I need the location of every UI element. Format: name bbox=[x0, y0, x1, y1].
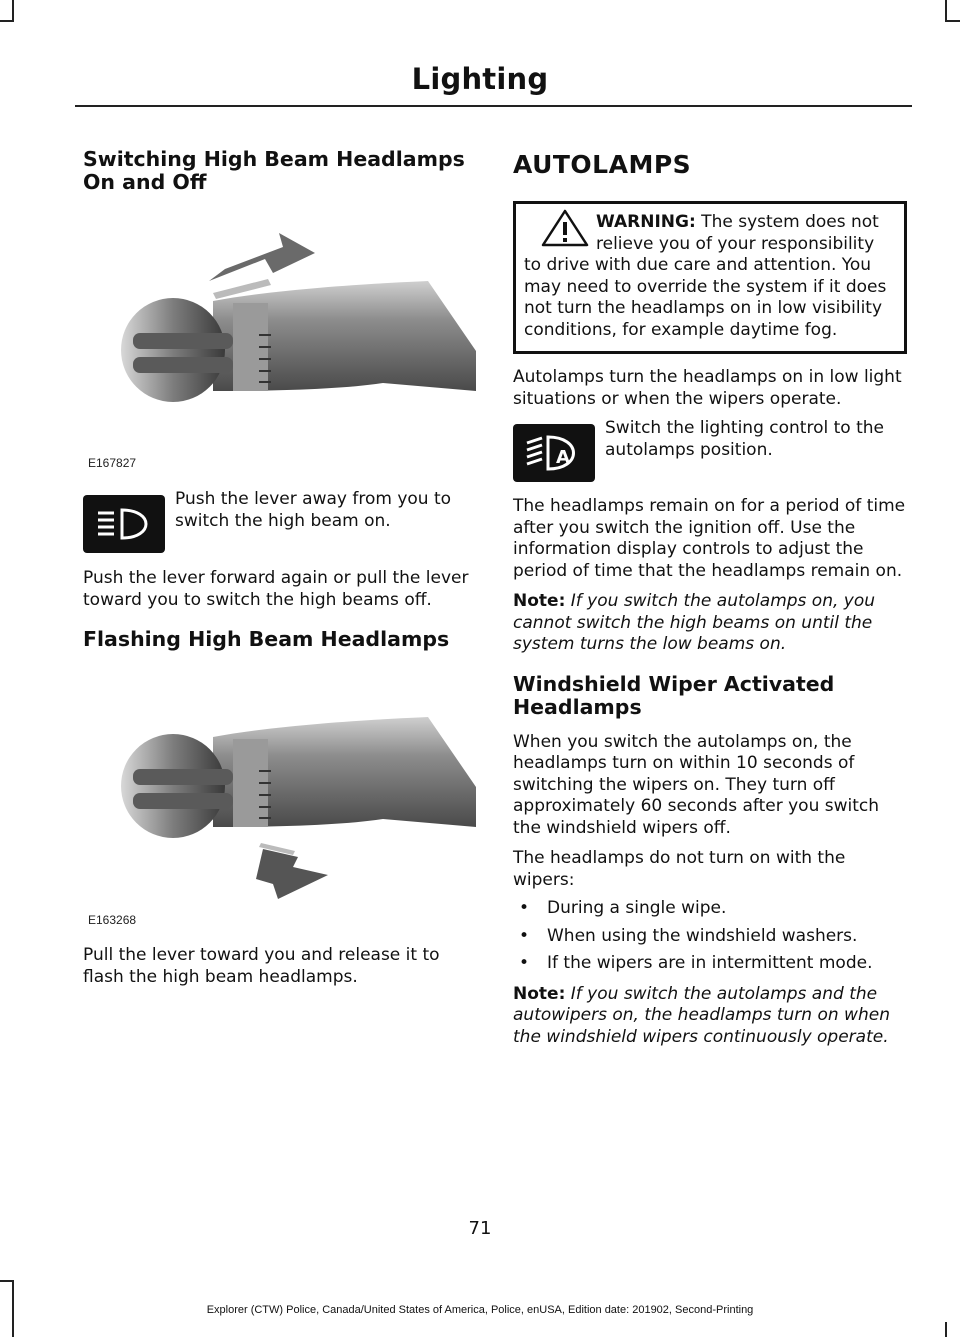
header-rule bbox=[75, 105, 912, 107]
footer-text: Explorer (CTW) Police, Canada/United States of America, Police, enUSA, Edition date: 201902, Second-Printing bbox=[206, 1304, 754, 1316]
wiper-bullets bbox=[513, 898, 907, 975]
crop-mark-bottom-right-v bbox=[945, 1322, 947, 1337]
section-title: Lighting bbox=[411, 62, 549, 96]
arrow-away-icon bbox=[209, 233, 315, 281]
heading-wiper: Windshield Wiper Activated Headlamps bbox=[513, 671, 835, 719]
warning-box bbox=[513, 201, 907, 354]
warning-triangle-icon bbox=[540, 208, 590, 248]
svg-text:A: A bbox=[556, 447, 570, 468]
note-autowipers: Note: If you switch the autolamps and the autowipers on, the headlamps turn on when the windshield wipers continuously operate. bbox=[513, 983, 890, 1047]
crop-mark-top-right-v bbox=[945, 0, 947, 22]
page-number: 71 bbox=[468, 1218, 492, 1239]
figure-push-lever bbox=[83, 223, 476, 475]
heading-flashing: Flashing High Beam Headlamps bbox=[83, 627, 450, 651]
paragraph-forward: Push the lever forward again or pull the lever toward you to switch the high beams off. bbox=[83, 568, 469, 610]
heading-high-beam: Switching High Beam Headlamps On and Off bbox=[83, 147, 465, 194]
autolamps-instruction bbox=[513, 418, 907, 482]
lever-illustration bbox=[83, 223, 476, 453]
figure-code-2: E163268 bbox=[88, 913, 137, 927]
crop-mark-top-left-v bbox=[12, 0, 14, 22]
crop-mark-top-left-h bbox=[0, 20, 14, 22]
figure-code: E167827 bbox=[88, 456, 137, 470]
paragraph-remain: The headlamps remain on for a period of time after you switch the ignition off. Use the information display controls to adjust the period of time that the headlamps remain on. bbox=[513, 496, 906, 581]
right-column bbox=[513, 148, 907, 1048]
figure-pull-lever bbox=[83, 679, 476, 941]
paragraph-flash: Pull the lever toward you and release it to flash the high beam headlamps. bbox=[83, 945, 440, 987]
high-beam-instruction-text: Push the lever away from you to switch the high beam on. bbox=[175, 489, 452, 531]
autolamps-icon bbox=[513, 424, 595, 482]
left-column bbox=[83, 148, 476, 988]
high-beam-instruction bbox=[83, 489, 476, 553]
lever-illustration-pull bbox=[83, 679, 476, 919]
heading-autolamps: AUTOLAMPS bbox=[513, 150, 692, 179]
high-beam-icon bbox=[83, 495, 165, 553]
crop-mark-bottom-left-h bbox=[0, 1280, 14, 1282]
list-item: • During a single wipe. bbox=[519, 898, 727, 918]
crop-mark-top-right-h bbox=[945, 20, 960, 22]
note-label: Note: bbox=[513, 591, 566, 611]
paragraph-autolamps: Autolamps turn the headlamps on in low light situations or when the wipers operate. bbox=[513, 367, 902, 409]
paragraph-wiper: When you switch the autolamps on, the headlamps turn on within 10 seconds of switching the wipers on. They turn off approximately 60 seconds after you switch the windshield wipers off. bbox=[513, 731, 880, 838]
arrow-toward-icon bbox=[256, 849, 328, 899]
warning-label: WARNING: bbox=[596, 212, 696, 232]
note-autolamps: Note: If you switch the autolamps on, you cannot switch the high beams on until the system turns the low beams on. bbox=[513, 591, 876, 654]
list-item: • When using the windshield washers. bbox=[519, 925, 858, 946]
paragraph-not-on: The headlamps do not turn on with the wipers: bbox=[513, 848, 846, 890]
warning-text: WARNING: The system does not relieve you of your responsibility to drive with due care and attention. You may need to override the system if it does not turn the headlamps on in low visibility conditions, for example daytime fog. bbox=[524, 212, 887, 340]
autolamps-instruction-text: Switch the lighting control to the autolamps position. bbox=[605, 418, 884, 460]
list-item: • If the wipers are in intermittent mode. bbox=[519, 953, 873, 973]
note-label-2: Note: bbox=[513, 983, 566, 1004]
